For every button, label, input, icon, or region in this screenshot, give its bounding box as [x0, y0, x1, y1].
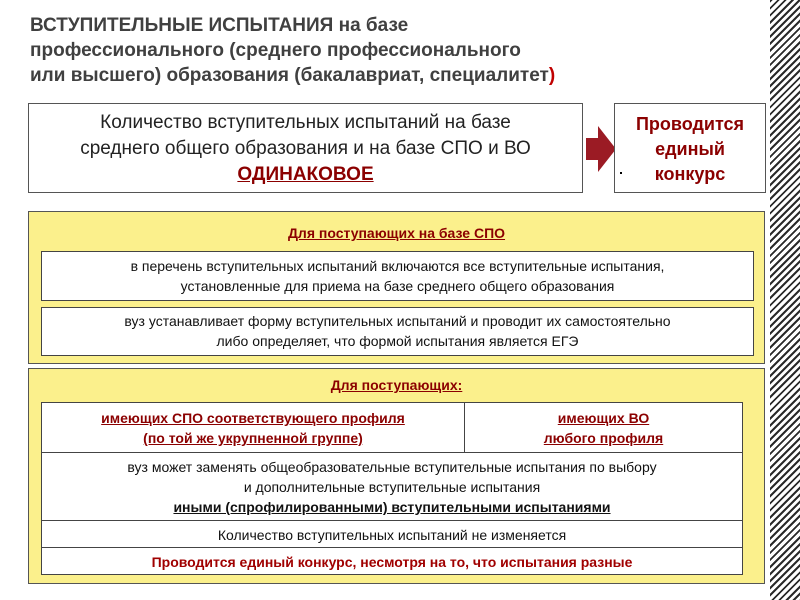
single-competition-box	[614, 103, 766, 193]
vo-profile-line-2: любого профиля	[543, 430, 664, 446]
page-title	[30, 13, 750, 88]
spo-item-1	[41, 251, 754, 301]
replacement-line-3: иными (спрофилированными) вступительными испытаниями	[173, 499, 611, 515]
spo-item-2-line-2: либо определяет, что формой испытания является ЕГЭ	[216, 333, 579, 349]
spo-panel	[28, 211, 765, 364]
single-competition-line-2: единый	[655, 139, 725, 159]
tests-count-box	[28, 103, 583, 193]
spo-item-2-line-1: вуз устанавливает форму вступительных испытаний и проводит их самостоятельно	[124, 313, 671, 329]
applicants-panel	[28, 368, 765, 584]
spo-item-1-line-1: в перечень вступительных испытаний включаются все вступительные испытания,	[130, 258, 665, 274]
replacement-line-2: и дополнительные вступительные испытания	[243, 479, 541, 495]
count-unchanged-row: Количество вступительных испытаний не изменяется	[41, 520, 743, 548]
decorative-dot	[620, 172, 622, 174]
title-line-1: ВСТУПИТЕЛЬНЫЕ ИСПЫТАНИЯ на базе	[30, 15, 409, 36]
spo-item-1-line-2: установленные для приема на базе среднего общего образования	[180, 278, 615, 294]
spo-panel-title: Для поступающих на базе СПО	[287, 225, 506, 241]
title-paren: )	[548, 65, 556, 86]
spo-profile-line-2: (по той же укрупненной группе)	[143, 430, 363, 446]
applicants-panel-title: Для поступающих:	[330, 377, 463, 393]
spo-item-2	[41, 307, 754, 356]
title-line-2: профессионального (среднего профессионального	[30, 40, 521, 61]
tests-count-line-1: Количество вступительных испытаний на базе	[100, 112, 511, 133]
vo-profile-header	[464, 402, 743, 453]
arrow-right-icon	[586, 126, 616, 172]
tests-count-line-2: среднего общего образования и на базе СПО и ВО	[80, 138, 531, 159]
title-line-3	[30, 63, 750, 88]
replacement-row	[41, 452, 743, 521]
decorative-stripe	[770, 0, 800, 600]
tests-count-accent: ОДИНАКОВОЕ	[237, 164, 374, 185]
single-competition-line-3: конкурс	[654, 164, 726, 184]
spo-profile-header	[41, 402, 465, 453]
vo-profile-line-1: имеющих ВО	[557, 410, 650, 426]
title-line-3-text: или высшего) образования (бакалавриат, специалитет	[30, 65, 549, 86]
single-competition-row: Проводится единый конкурс, несмотря на то, что испытания разные	[41, 547, 743, 575]
spo-profile-line-1: имеющих СПО соответствующего профиля	[101, 410, 405, 426]
replacement-line-1: вуз может заменять общеобразовательные вступительные испытания по выбору	[127, 459, 657, 475]
single-competition-line-1: Проводится	[635, 114, 745, 134]
